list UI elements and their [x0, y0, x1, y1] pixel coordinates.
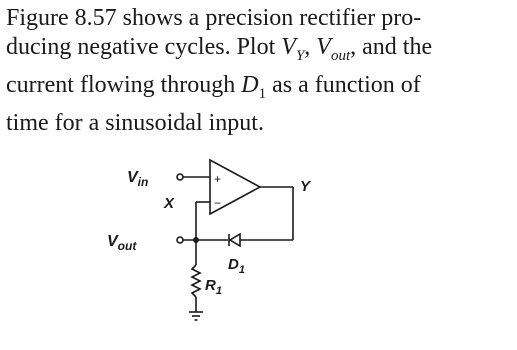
plus-input-mark: +	[214, 172, 222, 186]
d1-symbol: D	[241, 71, 259, 98]
problem-text-span: , and the	[350, 34, 433, 60]
problem-text-span: current flowing through	[6, 71, 242, 98]
vout-label: $V_{out}$	[107, 233, 137, 253]
vout-symbol: V	[316, 34, 331, 60]
node-x-label: X	[164, 195, 175, 212]
problem-text-span: as a function of	[266, 71, 421, 98]
vin-terminal	[177, 174, 183, 180]
diode-d1-label: $D_1$	[228, 256, 245, 276]
vy-symbol: V	[281, 34, 296, 60]
node-y-label: Y	[300, 178, 311, 195]
diode-d1	[230, 234, 240, 246]
minus-input-mark: −	[214, 196, 222, 210]
vout-subscript: out	[330, 47, 351, 64]
problem-text-span: ducing negative cycles. Plot	[6, 34, 282, 60]
resistor-r1	[192, 265, 200, 297]
problem-text-span: ,	[304, 34, 317, 60]
vout-terminal	[177, 237, 183, 243]
problem-text-span: Figure 8.57 shows a precision rectifier pro-	[6, 5, 422, 31]
problem-text-span: time for a sinusoidal input.	[6, 109, 264, 136]
d1-subscript: 1	[258, 85, 267, 102]
vin-label: $V_{in}$	[127, 169, 149, 189]
vy-subscript: Y	[295, 47, 305, 64]
resistor-r1-label: $R_1$	[205, 277, 222, 297]
